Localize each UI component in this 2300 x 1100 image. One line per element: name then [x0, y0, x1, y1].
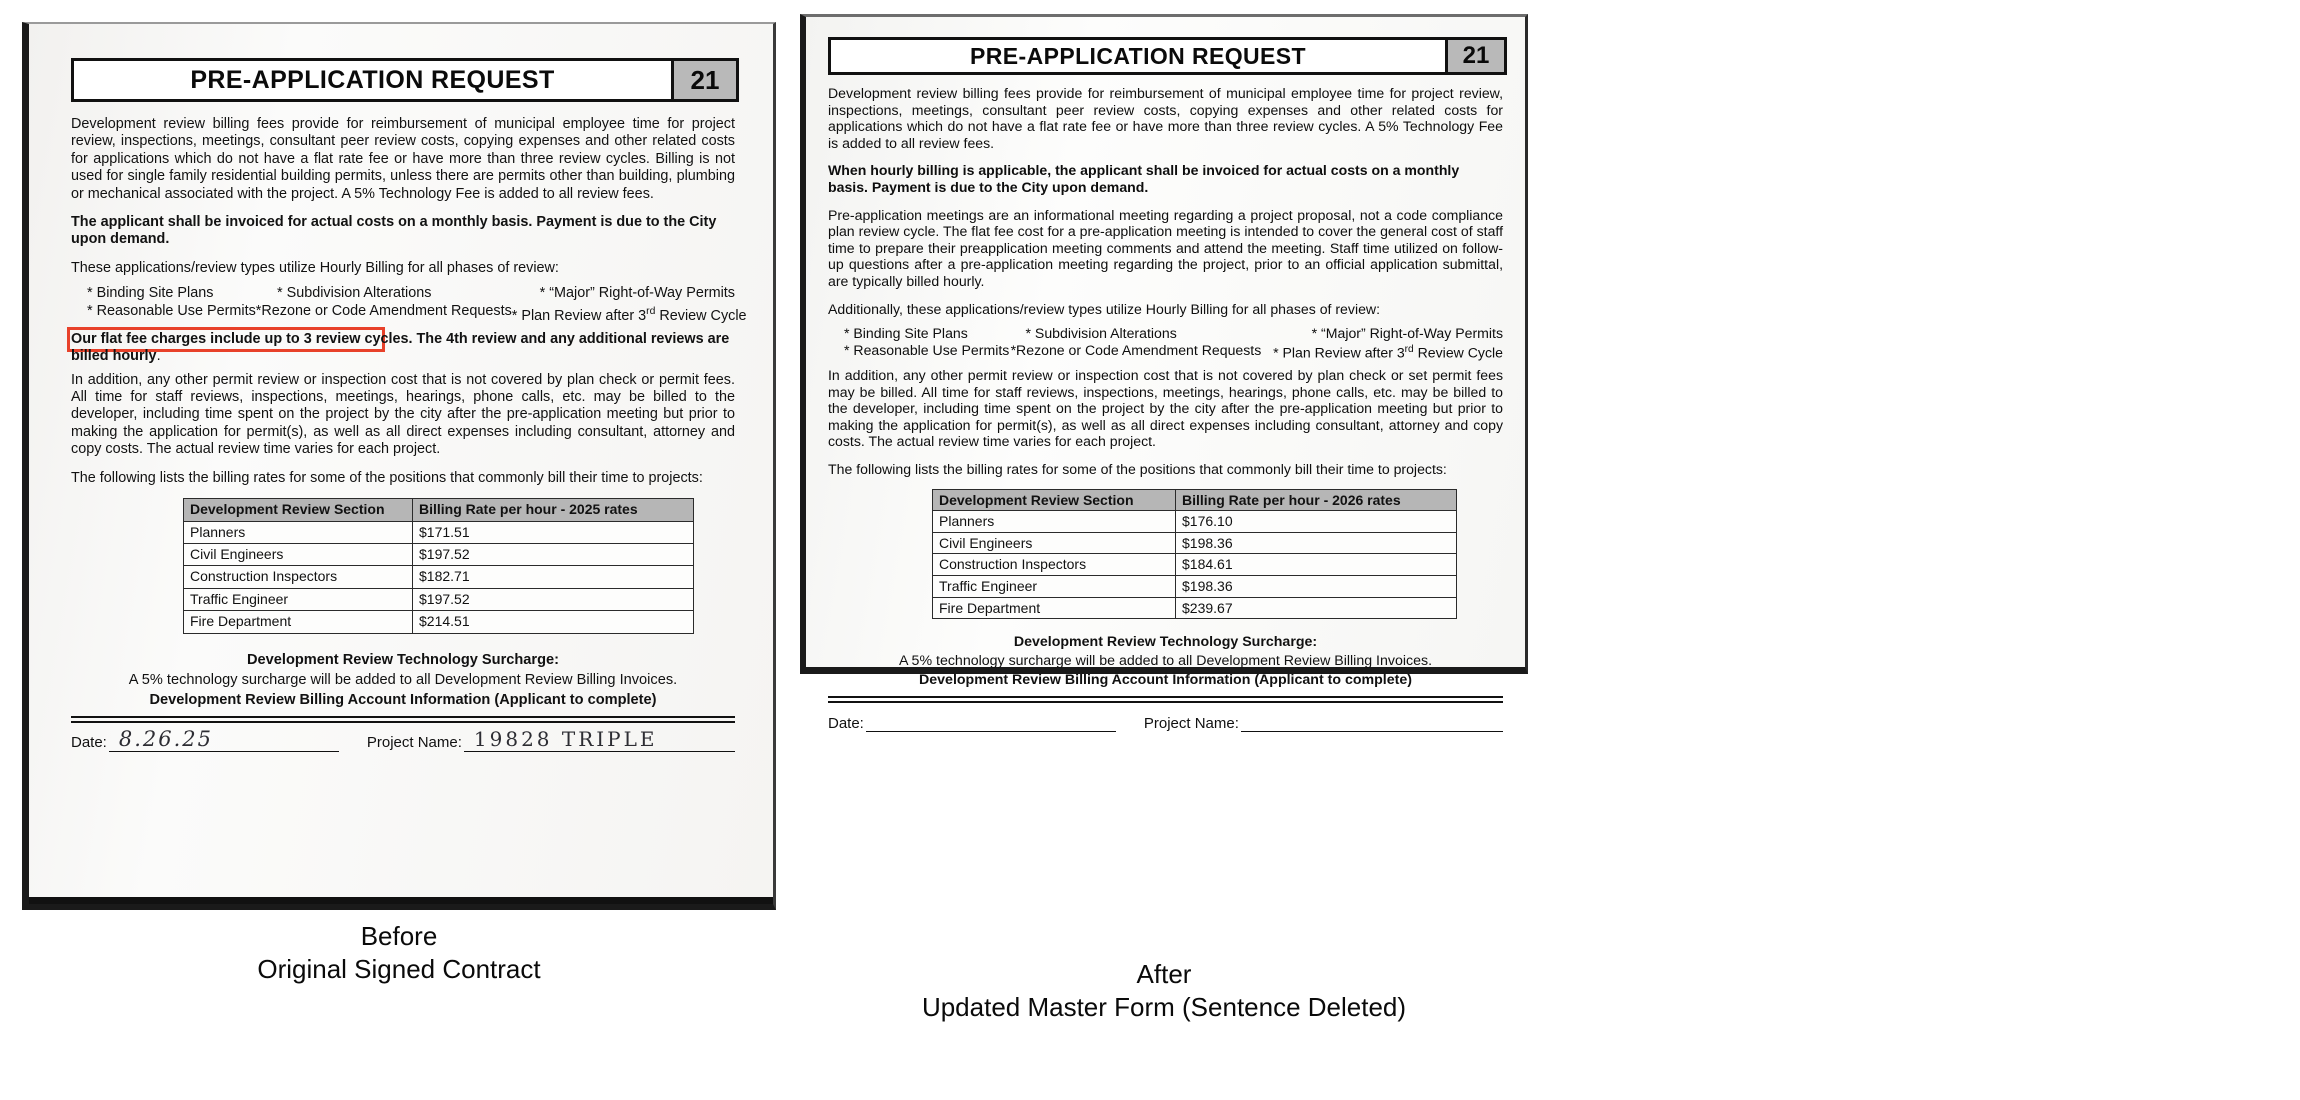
after-row-4-rate: $239.67	[1176, 597, 1457, 619]
after-bullet-1-3: * “Major” Right-of-Way Permits	[1311, 325, 1503, 342]
after-row-1-rate: $198.36	[1176, 532, 1457, 554]
after-caption	[800, 958, 1528, 1024]
before-date-label: Date:	[71, 734, 107, 752]
before-intro-paragraph: Development review billing fees provide for reimbursement of municipal employee time for project review, inspections, meetings, consultant peer review costs, copying expenses and other related costs for applications which do not have a flat rate fee or have more than three review cycles. Billing is not used for single family residential building permits, unless there are permits other than building, plumbing or mechanical associated with the project. A 5% Technology Fee is added to all review fees.	[71, 116, 735, 202]
after-rates-table-body	[933, 511, 1457, 619]
before-rates-header-row	[184, 499, 694, 521]
before-addition-paragraph: In addition, any other permit review or inspection cost that is not covered by plan check or permit fees. All time for staff reviews, inspections, meetings, hearings, phone calls, etc. may be billed to the developer, including time spent on the project by the city after the pre-application meeting but prior to making the application for permit(s), as well as all direct expenses including consultant, attorney and copy costs. The actual review time varies for each project.	[71, 371, 735, 458]
before-row-4-section: Fire Department	[184, 611, 413, 633]
after-signature-row	[828, 711, 1503, 732]
after-intro-paragraph: Development review billing fees provide for reimbursement of municipal employee time for project review, inspections, meetings, consultant peer review costs, copying expenses and other related costs for applications which do not have a flat rate fee or have more than three review cycles. A 5% Technology Fee is added to all review fees.	[828, 85, 1503, 151]
after-row-0-section: Planners	[933, 511, 1176, 533]
before-hourly-billing-intro: These applications/review types utilize Hourly Billing for all phases of review:	[71, 259, 559, 276]
after-row-3-section: Traffic Engineer	[933, 575, 1176, 597]
after-ordinal-suffix: rd	[1404, 343, 1414, 355]
before-rates-table-head	[184, 499, 694, 521]
table-row	[184, 521, 694, 543]
before-title-bar	[71, 58, 739, 102]
after-row-2-rate: $184.61	[1176, 554, 1457, 576]
before-signature-row	[71, 727, 735, 752]
after-addition-paragraph: In addition, any other permit review or inspection cost that is not covered by plan check or set permit fees may be billed. All time for staff reviews, inspections, meetings, hearings, phone calls, etc. may be billed to the developer, including time spent on the project by the city after the pre-application meeting but prior to making the application for permit(s), as well as all direct expenses including consultant, attorney and copy costs. The actual review time varies for each project.	[828, 367, 1503, 450]
table-row	[933, 511, 1457, 533]
after-account-info-title: Development Review Billing Account Information (Applicant to complete)	[919, 672, 1412, 689]
after-rates-table-head	[933, 489, 1457, 511]
after-invoice-statement: When hourly billing is applicable, the applicant shall be invoiced for actual costs on a monthly basis. Payment is due to the City upon demand.	[828, 162, 1460, 195]
after-bullet-2-2: *Rezone or Code Amendment Requests	[1010, 341, 1262, 358]
after-row-4-section: Fire Department	[933, 597, 1176, 619]
before-rates-table-body	[184, 521, 694, 633]
before-surcharge-text: A 5% technology surcharge will be added to all Development Review Billing Invoices.	[128, 671, 678, 688]
after-row-2-section: Construction Inspectors	[933, 554, 1176, 576]
before-date-field[interactable]	[109, 727, 339, 752]
before-highlighted-sentence-line	[71, 331, 735, 366]
before-bullet-1-3: * “Major” Right-of-Way Permits	[539, 285, 735, 302]
after-bullet-row-2	[828, 342, 1503, 361]
before-rates-table	[183, 498, 694, 633]
after-date-label: Date:	[828, 714, 864, 732]
table-row	[933, 532, 1457, 554]
after-bullet-2-3-text: * Plan Review after 3	[1273, 344, 1405, 361]
after-document	[800, 14, 1528, 732]
before-bullet-1-1: * Binding Site Plans	[87, 285, 214, 302]
before-rates-header-rate: Billing Rate per hour - 2025 rates	[413, 499, 694, 521]
before-bullet-2-3-text: * Plan Review after 3	[511, 307, 647, 324]
before-bottom-edge	[29, 897, 773, 904]
after-hourly-billing-list	[828, 325, 1503, 361]
after-hourly-billing-intro: Additionally, these applications/review types utilize Hourly Billing for all phases of review:	[828, 300, 1381, 317]
before-row-0-section: Planners	[184, 521, 413, 543]
before-document-title: PRE-APPLICATION REQUEST	[190, 65, 555, 94]
before-row-4-rate: $214.51	[413, 611, 694, 633]
table-row	[933, 575, 1457, 597]
before-document	[22, 22, 776, 910]
before-bullet-1-2: * Subdivision Alterations	[277, 285, 432, 302]
after-rates-header-section: Development Review Section	[933, 489, 1176, 511]
boxed-sentence-remainder: The 4th review and any additional reviews are billed hourly	[71, 330, 730, 365]
after-row-0-rate: $176.10	[1176, 511, 1457, 533]
before-ordinal-tail: Review Cycle	[655, 307, 747, 324]
before-row-2-rate: $182.71	[413, 566, 694, 588]
before-caption-line2: Original Signed Contract	[257, 954, 541, 984]
before-row-1-section: Civil Engineers	[184, 543, 413, 565]
before-project-field[interactable]	[464, 727, 735, 752]
after-row-1-section: Civil Engineers	[933, 532, 1176, 554]
before-highlight-text	[71, 331, 735, 366]
after-surcharge-text: A 5% technology surcharge will be added to all Development Review Billing Invoices.	[898, 653, 1433, 670]
before-account-info-title: Development Review Billing Account Information (Applicant to complete)	[149, 691, 657, 708]
after-bullet-1-1: * Binding Site Plans	[844, 325, 968, 342]
after-surcharge-block	[828, 633, 1503, 690]
after-bullet-1-2: * Subdivision Alterations	[1025, 325, 1177, 342]
table-row	[184, 566, 694, 588]
before-date-handwriting: 8.26.25	[118, 727, 214, 752]
before-row-1-rate: $197.52	[413, 543, 694, 565]
before-bullet-row-1	[71, 285, 735, 302]
table-row	[184, 588, 694, 610]
before-row-0-rate: $171.51	[413, 521, 694, 543]
before-bullet-2-3	[512, 303, 747, 325]
after-row-3-rate: $198.36	[1176, 575, 1457, 597]
table-row	[933, 597, 1457, 619]
after-bullet-row-1	[828, 325, 1503, 342]
before-row-3-section: Traffic Engineer	[184, 588, 413, 610]
before-project-handwriting: 19828 TRIPLE	[473, 727, 658, 752]
after-title-bar	[828, 37, 1507, 75]
before-row-2-section: Construction Inspectors	[184, 566, 413, 588]
before-ordinal-suffix: rd	[646, 305, 656, 317]
table-row	[184, 543, 694, 565]
boxed-sentence: Our flat fee charges include up to 3 review cycles.	[71, 330, 413, 347]
table-row	[184, 611, 694, 633]
after-document-title: PRE-APPLICATION REQUEST	[970, 42, 1306, 69]
after-project-field[interactable]	[1241, 711, 1503, 732]
after-page-number: 21	[1445, 40, 1504, 72]
after-project-label: Project Name:	[1143, 714, 1239, 732]
before-body	[71, 116, 747, 752]
after-caption-line2: Updated Master Form (Sentence Deleted)	[921, 992, 1407, 1022]
before-bullet-2-2: *Rezone or Code Amendment Requests	[255, 302, 512, 319]
after-bullet-2-3	[1273, 342, 1503, 361]
after-caption-line1: After	[1136, 959, 1192, 989]
before-surcharge-title: Development Review Technology Surcharge:	[247, 651, 559, 668]
before-invoice-statement: The applicant shall be invoiced for actual costs on a monthly basis. Payment is due to the City upon demand.	[71, 214, 717, 248]
after-preapplication-paragraph: Pre-application meetings are an informational meeting regarding a project proposal, not a code compliance plan review cycle. The flat fee cost for a pre-application meeting is intended to cover the general cost of staff time to prepare their preapplication meeting comments and attend the meeting. Staff time utilized on follow-up questions after a pre-application meeting regarding the project, prior to an official application submittal, are typically billed hourly.	[828, 206, 1503, 289]
after-date-field[interactable]	[866, 711, 1116, 732]
before-caption	[22, 920, 776, 986]
before-rates-header-section: Development Review Section	[184, 499, 413, 521]
after-ordinal-tail: Review Cycle	[1413, 344, 1503, 361]
after-bullet-2-1: * Reasonable Use Permits	[844, 341, 1010, 358]
before-rates-intro: The following lists the billing rates for some of the positions that commonly bill their time to projects:	[71, 469, 703, 486]
before-surcharge-block	[71, 650, 735, 710]
before-page-number: 21	[671, 61, 736, 99]
before-row-3-rate: $197.52	[413, 588, 694, 610]
after-surcharge-title: Development Review Technology Surcharge:	[1013, 634, 1318, 651]
before-hourly-billing-list	[71, 285, 747, 325]
before-bullet-row-2	[71, 302, 747, 325]
after-rates-intro: The following lists the billing rates for some of the positions that commonly bill their time to projects:	[828, 460, 1447, 477]
before-signature-divider	[71, 716, 735, 723]
after-body	[828, 85, 1503, 732]
table-row	[933, 554, 1457, 576]
after-rates-header-row	[933, 489, 1457, 511]
after-rates-header-rate: Billing Rate per hour - 2026 rates	[1176, 489, 1457, 511]
before-project-label: Project Name:	[366, 734, 462, 752]
before-caption-line1: Before	[360, 921, 438, 951]
before-bullet-2-1: * Reasonable Use Permits	[87, 302, 256, 319]
boxed-sentence-period: .	[156, 348, 161, 365]
after-signature-divider	[828, 696, 1503, 703]
after-rates-table	[932, 489, 1457, 620]
